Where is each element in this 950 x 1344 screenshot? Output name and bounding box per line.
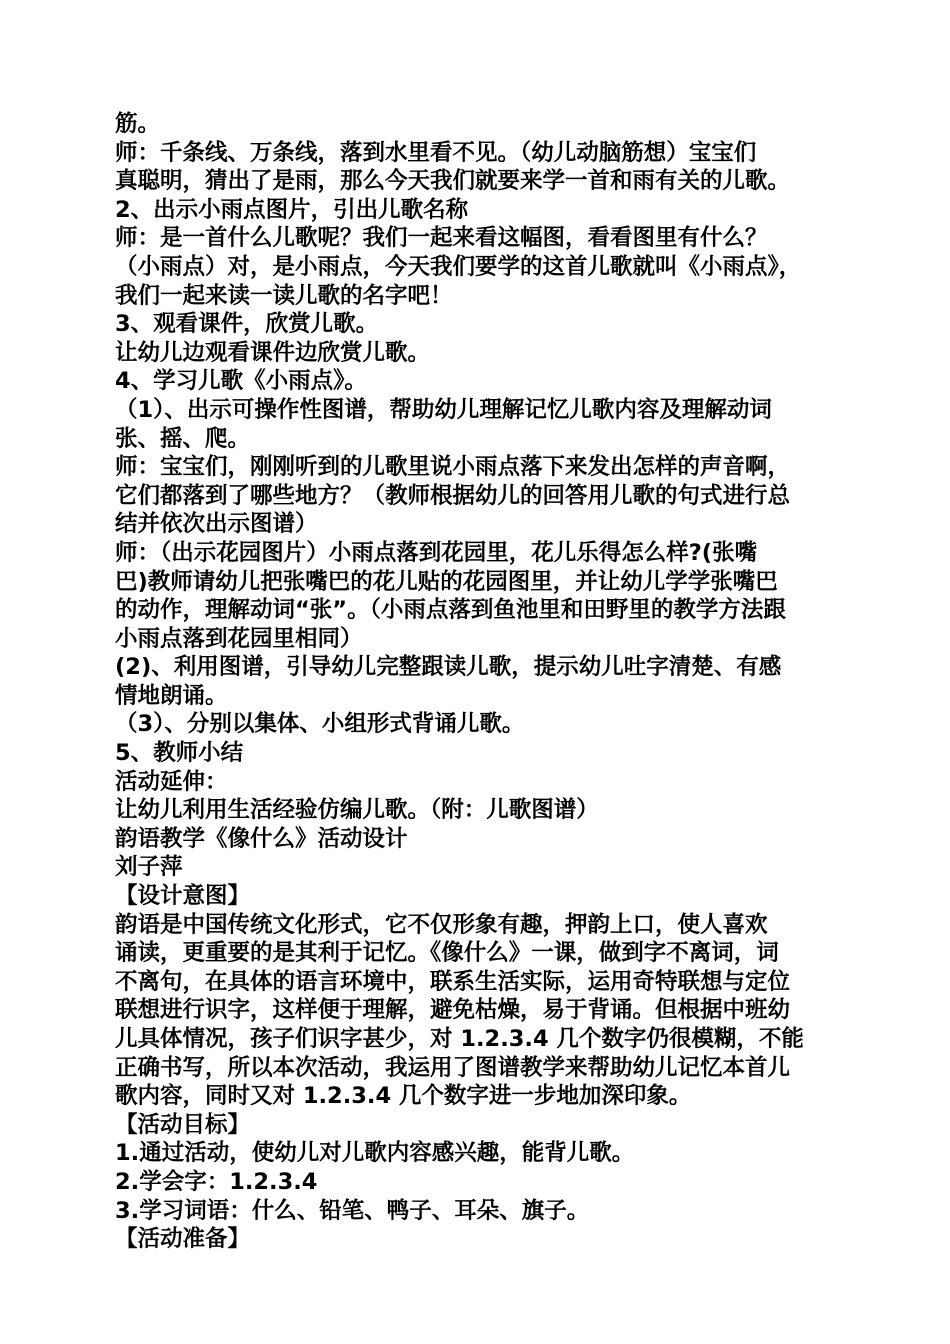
text-line: 联想进行识字，这样便于理解，避免枯燥，易于背诵。但根据中班幼 — [115, 997, 791, 1024]
author-name: 刘子萍 — [115, 854, 183, 881]
text-line: 师：（出示花园图片）小雨点落到花园里，花儿乐得怎么样?(张嘴 — [115, 539, 758, 566]
text-line: 正确书写，所以本次活动，我运用了图谱教学来帮助幼儿记忆本首儿 — [115, 1054, 791, 1081]
text-line: 儿具体情况，孩子们识字甚少，对 1.2.3.4 几个数字仍很模糊，不能 — [115, 1026, 804, 1052]
text-line: 活动延伸： — [115, 768, 228, 795]
section-title: 韵语教学《像什么》活动设计 — [115, 825, 408, 852]
text-line: 的动作，理解动词“张”。（小雨点落到鱼池里和田野里的教学方法跟 — [115, 597, 786, 624]
document-page — [115, 110, 845, 1254]
text-line: 师：是一首什么儿歌呢？我们一起来看这幅图，看看图里有什么？ — [115, 225, 768, 252]
text-line: 2.学会字：1.2.3.4 — [115, 1168, 318, 1195]
text-line: 小雨点落到花园里相同） — [115, 625, 363, 652]
section-heading: 【活动准备】 — [115, 1226, 251, 1253]
text-line: 不离句，在具体的语言环境中，联系生活实际，运用奇特联想与定位 — [115, 968, 791, 995]
text-line: 它们都落到了哪些地方？（教师根据幼儿的回答用儿歌的句式进行总 — [115, 482, 791, 509]
text-line: 韵语是中国传统文化形式，它不仅形象有趣，押韵上口，使人喜欢 — [115, 911, 768, 938]
text-line: (2)、利用图谱，引导幼儿完整跟读儿歌，提示幼儿吐字清楚、有感 — [115, 654, 782, 681]
text-line: 让幼儿边观看课件边欣赏儿歌。 — [115, 339, 431, 366]
text-line: 5、教师小结 — [115, 740, 244, 767]
text-line: 师：千条线、万条线，落到水里看不见。（幼儿动脑筋想）宝宝们 — [115, 139, 757, 166]
text-line: （小雨点）对，是小雨点，今天我们要学的这首儿歌就叫《小雨点》， — [115, 253, 802, 280]
text-line: 让幼儿利用生活经验仿编儿歌。（附：儿歌图谱） — [115, 797, 599, 824]
text-line: 张、摇、爬。 — [115, 425, 251, 452]
text-line: 3、观看课件，欣赏儿歌。 — [115, 311, 379, 338]
text-line: （1）、出示可操作性图谱，帮助幼儿理解记忆儿歌内容及理解动词 — [115, 396, 772, 423]
text-line: 筋。 — [115, 111, 161, 137]
text-line: 歌内容，同时又对 1.2.3.4 几个数字进一步地加深印象。 — [115, 1083, 692, 1110]
text-line: 结并依次出示图谱） — [115, 511, 318, 538]
text-line: 诵读，更重要的是其利于记忆。《像什么》一课，做到字不离词，词 — [115, 940, 779, 967]
text-line: 师：宝宝们，刚刚听到的儿歌里说小雨点落下来发出怎样的声音啊， — [115, 454, 791, 481]
text-line: 3.学习词语：什么、铅笔、鸭子、耳朵、旗子。 — [115, 1197, 590, 1224]
text-line: 真聪明，猜出了是雨，那么今天我们就要来学一首和雨有关的儿歌。 — [115, 168, 791, 195]
section-heading: 【活动目标】 — [115, 1111, 251, 1138]
text-line: 巴)教师请幼儿把张嘴巴的花儿贴的花园图里，并让幼儿学学张嘴巴 — [115, 568, 778, 595]
text-line: 情地朗诵。 — [115, 682, 228, 709]
text-line: 我们一起来读一读儿歌的名字吧！ — [115, 282, 453, 309]
text-line: 2、出示小雨点图片，引出儿歌名称 — [115, 196, 469, 223]
section-heading: 【设计意图】 — [115, 883, 251, 910]
text-line: 4、学习儿歌《小雨点》。 — [115, 368, 367, 395]
text-line: 1.通过活动，使幼儿对儿歌内容感兴趣，能背儿歌。 — [115, 1140, 635, 1167]
text-line: （3）、分别以集体、小组形式背诵儿歌。 — [115, 711, 525, 738]
